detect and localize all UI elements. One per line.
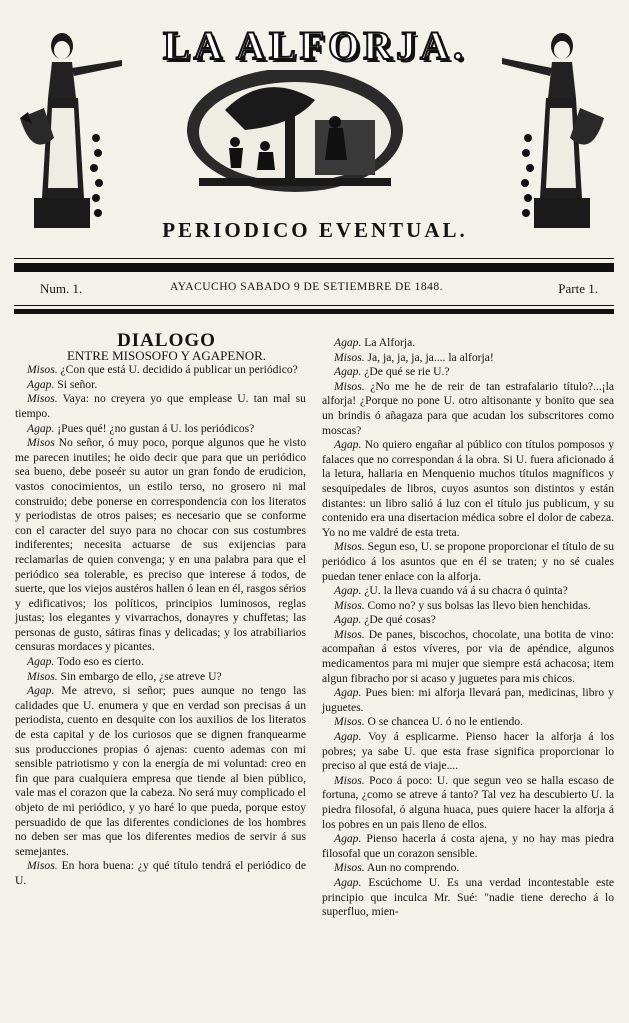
dialogue-line: Misos. Vaya: no creyera yo que emplease U. tan mal su tiempo. [15, 392, 306, 420]
dialogue-line: Misos. En hora buena: ¿y qué título tendrá el periódico de U. [15, 859, 306, 887]
dialogue-line: Agap. ¿U. la lleva cuando vá á su chacra ó quinta? [334, 584, 568, 598]
issue-part: Parte 1. [558, 281, 598, 296]
speaker: Misos. [334, 598, 365, 612]
right-column [322, 336, 614, 920]
speaker: Agap. [27, 421, 55, 435]
dialogue-line: Misos. Poco á poco: U. que segun veo se halla escaso de fortuna, ¿como se atreve á tanto? Tal vez ha descubierto U. la piedra filosofal, ó alguna huaca, pues quiere hacer la alforja á los pobres en un pais lleno de ellos. [322, 773, 614, 831]
speaker: Misos. [334, 540, 365, 554]
info-rule-thin [14, 305, 614, 306]
left-column [15, 330, 307, 889]
dialogue-line: Agap. Pues bien: mi alforja llevará pan, medicinas, libro y juguetes. [322, 686, 614, 714]
dialogue-line: Agap. No quiero engañar al público con títulos pomposos y falaces que no correspondan á la obra. Si U. fuera aficionado á la letura, hallaria en Menquenio muchos títulos magníficos y sesquipedales de libros, cuyos asuntos son distintos y están distantes: un libro salió á luz con el título jus publicum, y su contenido era una disertacion médica sobre el dolor de cabeza. Yo no me valdré de esta treta. [322, 438, 614, 539]
dialogue-line: Misos. Sin embargo de ello, ¿se atreve U? [27, 669, 222, 683]
speaker: Agap. [27, 377, 55, 391]
dialogue-line: Agap. Voy á esplicarme. Pienso hacer la alforja á los pobres; ya sabe U. que esta frase significa proporcionar lo preciso al que está de viaje.... [322, 730, 614, 773]
dialogue-line: Misos. De panes, biscochos, chocolate, una botita de vino: acompañan á estos víveres, por via de apéndice, algunos medicamentos para mi mujer que siempre está achacosa; item algun fibracho por si acaso y juguetes para mis chicos. [322, 627, 614, 685]
speaker: Misos. [334, 773, 365, 787]
speaker: Misos [27, 436, 55, 450]
masthead [0, 0, 629, 260]
dialogue-line: Misos. O se chancea U. ó no le entiendo. [334, 715, 524, 729]
masthead-rule-thick [14, 263, 614, 272]
dialogue-line: Agap. Me atrevo, si señor; pues aunque no tengo las calidades que U. enumera y que en verdad son precisas á un periodista, cuento en desquite con los auxilios de los literatos de esta capital y de los curiosos que se dignen franquearme sus producciones propias ó ajenas: cuento ademas con mi sensible patriotismo y con la energía de mi voluntad: creo en fin que para cualquiera empresa que tiende al bien público, vale mas el corazon que la cabeza. No será muy complicado el objeto de mi periódico, y yo haré lo que pueda, porque estoy persuadido de que las diferentes condiciones de los hombres no deben ser mas que los diferentes medios de servir á sus semejantes. [15, 684, 306, 858]
speaker: Misos. [27, 392, 58, 406]
speaker: Agap. [334, 336, 362, 349]
speaker: Agap. [27, 655, 55, 669]
harvest-scene-illustration [185, 70, 405, 198]
speaker: Agap. [334, 438, 362, 452]
info-rule-thick [14, 309, 614, 314]
dialogue-line: Agap. ¡Pues qué! ¿no gustan á U. los periódicos? [27, 421, 255, 435]
speaker: Misos. [334, 379, 365, 393]
speaker: Agap. [334, 730, 362, 744]
speaker: Agap. [334, 584, 362, 598]
newspaper-title: LA ALFORJA. [162, 23, 468, 68]
article-subheading: ENTRE MISOSOFO Y AGAPENOR. [66, 347, 267, 363]
speaker: Misos. [334, 861, 365, 875]
dialogue-line: Agap. Escúchome U. Es una verdad incontestable este principio que inculca Mr. Sué: "nadie tiene derecho á lo superfluo, mien- [322, 875, 614, 919]
dialogue-line: Agap. Todo eso es cierto. [27, 655, 144, 669]
dialogue-line: Agap. La Alforja. [334, 336, 416, 349]
dialogue-line: Misos. ¿No me he de reir de tan estrafalario título?...¡la alforja! ¿Porque no pone U. otro altisonante y bonito que sea un brindis ó añagaza para que acudan los subscritores como moscas? [322, 379, 614, 437]
dialogue-line: Agap. ¿De qué cosas? [334, 613, 436, 627]
issue-info-bar [40, 281, 598, 299]
dialogue-line: Agap. Si señor. [27, 377, 98, 391]
speaker: Misos. [334, 350, 365, 364]
dialogue-line: Misos No señor, ó muy poco, porque algunos que he visto me parecen inutiles; he oido decir que para que un periódico sea bueno, debe poseér su autor un gran fondo de erudicion, vastos conocimientos, un estilo terso, no grosero ni mal construido; debe ponerse en correspondencia con los literatos y periodistas de otros paises; es necesario que se conforme con el caracter del suyo para no chocar con sus costumbres indiferentes; necesita actuarse de sus exijencias para reclamarlas de quien convenga; y en una palabra para que el periódico sea tolerable, es preciso que interese á todos, de suerte, que los viejos austéros hallen ó lean en él, rasgos sérios y edificativos; los políticos, principios luminosos, reglas justas; los elegantes y vivarrachos, donayres y chuffetas; las personas de gusto, sátiras finas y delicadas; y los atrabiliarios censuras mordaces y picantes. [15, 436, 307, 654]
speaker: Misos. [334, 715, 365, 729]
speaker: Agap. [334, 875, 362, 889]
masthead-rule-thin [14, 258, 614, 259]
allegorical-figure-left-illustration [14, 28, 124, 233]
speaker: Agap. [334, 613, 362, 627]
dialogue-line: Misos. ¿Con que está U. decidido á publicar un periódico? [27, 363, 298, 377]
newspaper-subtitle: PERIODICO EVENTUAL. [162, 218, 468, 242]
speaker: Misos. [27, 363, 58, 377]
article-heading: DIALOGO [117, 330, 216, 351]
dialogue-line: Misos. Como no? y sus bolsas las llevo bien henchidas. [334, 598, 591, 612]
dialogue-line: Misos. Aun no comprendo. [334, 861, 460, 875]
speaker: Misos. [334, 627, 365, 641]
speaker: Misos. [27, 669, 58, 683]
dialogue-line: Misos. Segun eso, U. se propone proporcionar el título de su periódico á los asuntos que en él se traten; y no sé cuales puedan tener enlace con la alforja. [322, 540, 614, 583]
speaker: Agap. [27, 684, 55, 698]
speaker: Agap. [334, 832, 362, 846]
dialogue-line: Agap. ¿De qué se rie U.? [334, 365, 450, 379]
speaker: Misos. [27, 859, 58, 873]
issue-number: Num. 1. [40, 281, 83, 296]
speaker: Agap. [334, 686, 362, 700]
allegorical-figure-right-illustration [500, 28, 610, 233]
dialogue-line: Agap. Pienso hacerla á costa ajena, y no hay mas piedra filosofal que un corazon sensible. [322, 832, 614, 860]
issue-dateline: AYACUCHO SABADO 9 DE SETIEMBRE DE 1848. [170, 281, 444, 293]
speaker: Agap. [334, 365, 362, 379]
dialogue-line: Misos. Ja, ja, ja, ja, ja.... la alforja! [334, 350, 494, 364]
